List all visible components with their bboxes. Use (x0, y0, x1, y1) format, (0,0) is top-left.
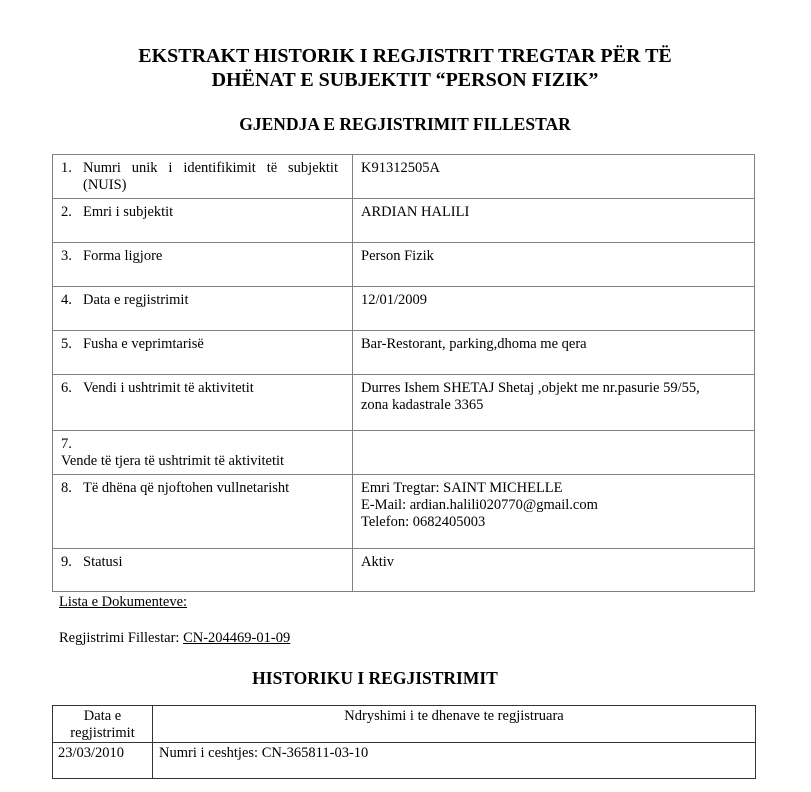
document-list-label: Lista e Dokumenteve: (59, 594, 188, 610)
field-value-line: Emri Tregtar: SAINT MICHELLE (361, 480, 563, 496)
field-value-cell (353, 199, 755, 243)
field-label: Numri unik i identifikimit të subjektit (NUIS) (83, 160, 338, 193)
history-title: HISTORIKU I REGJISTRIMIT (252, 668, 498, 688)
field-label: Data e regjistrimit (83, 292, 189, 308)
history-date-header-line-1: Data e (83, 708, 122, 724)
field-label-cell (53, 375, 353, 431)
field-value-line: zona kadastrale 3365 (361, 397, 484, 413)
field-value-cell (353, 549, 755, 592)
row-number: 6. (61, 380, 72, 396)
row-number: 7. (61, 436, 72, 452)
field-value-line: Durres Ishem SHETAJ Shetaj ,objekt me nr.pasurie 59/55, (361, 380, 700, 396)
field-value: ARDIAN HALILI (361, 204, 470, 220)
table-row (53, 243, 755, 287)
history-change-header: Ndryshimi i te dhenave te regjistruara (153, 706, 756, 743)
table-row (53, 331, 755, 375)
table-row (53, 743, 756, 779)
field-value-cell (353, 431, 755, 475)
field-label-cell (53, 199, 353, 243)
field-label: Fusha e veprimtarisë (83, 336, 204, 352)
field-value: 12/01/2009 (361, 292, 428, 308)
initial-registration-line (59, 630, 290, 647)
history-date-cell: 23/03/2010 (53, 743, 153, 779)
table-row (53, 199, 755, 243)
field-value-cell (353, 475, 755, 549)
field-value-line: Telefon: 0682405003 (361, 514, 486, 530)
field-label: Vendi i ushtrimit të aktivitetit (83, 380, 254, 396)
table-row (53, 431, 755, 475)
row-number: 1. (61, 160, 72, 176)
field-label-cell (53, 431, 353, 475)
row-number: 4. (61, 292, 72, 308)
field-value-cell (353, 243, 755, 287)
field-label-cell (53, 155, 353, 199)
field-label-cell (53, 475, 353, 549)
table-row (53, 475, 755, 549)
document-title-line-1: EKSTRAKT HISTORIK I REGJISTRIT TREGTAR PËR TË (138, 45, 672, 67)
table-row (53, 549, 755, 592)
row-number: 5. (61, 336, 72, 352)
registration-table (52, 154, 755, 592)
field-label-cell (53, 331, 353, 375)
document-title-line-2: DHËNAT E SUBJEKTIT “PERSON FIZIK” (211, 69, 599, 91)
field-label: Emri i subjektit (83, 204, 174, 220)
table-row (53, 287, 755, 331)
history-date-header (53, 706, 153, 743)
field-label-cell (53, 287, 353, 331)
history-date-header-line-2: regjistrimit (70, 725, 135, 741)
field-label: Statusi (83, 554, 123, 570)
history-header-row (53, 706, 756, 743)
field-value-cell (353, 331, 755, 375)
table-row (53, 155, 755, 199)
initial-registration-link[interactable]: CN-204469-01-09 (183, 630, 291, 646)
field-label: Të dhëna që njoftohen vullnetarisht (83, 480, 290, 496)
field-label: Forma ligjore (83, 248, 163, 264)
history-table (52, 705, 756, 779)
section-title-initial-registration: GJENDJA E REGJISTRIMIT FILLESTAR (239, 114, 571, 134)
field-value-line: E-Mail: ardian.halili020770@gmail.com (361, 497, 598, 513)
row-number: 8. (61, 480, 72, 496)
field-value: Person Fizik (361, 248, 434, 264)
field-label-cell (53, 549, 353, 592)
history-change-cell: Numri i ceshtjes: CN-365811-03-10 (153, 743, 756, 779)
field-value: Aktiv (361, 554, 395, 570)
initial-registration-label: Regjistrimi Fillestar: (59, 630, 184, 646)
field-value-cell (353, 155, 755, 199)
field-value: Bar-Restorant, parking,dhoma me qera (361, 336, 587, 352)
row-number: 2. (61, 204, 72, 220)
document-title (60, 44, 750, 92)
row-number: 3. (61, 248, 72, 264)
field-label-cell (53, 243, 353, 287)
field-value-cell (353, 287, 755, 331)
table-row (53, 375, 755, 431)
field-value-cell (353, 375, 755, 431)
field-value: K91312505A (361, 160, 440, 176)
row-number: 9. (61, 554, 72, 570)
field-label: Vende të tjera të ushtrimit të aktivitetit (61, 453, 285, 469)
